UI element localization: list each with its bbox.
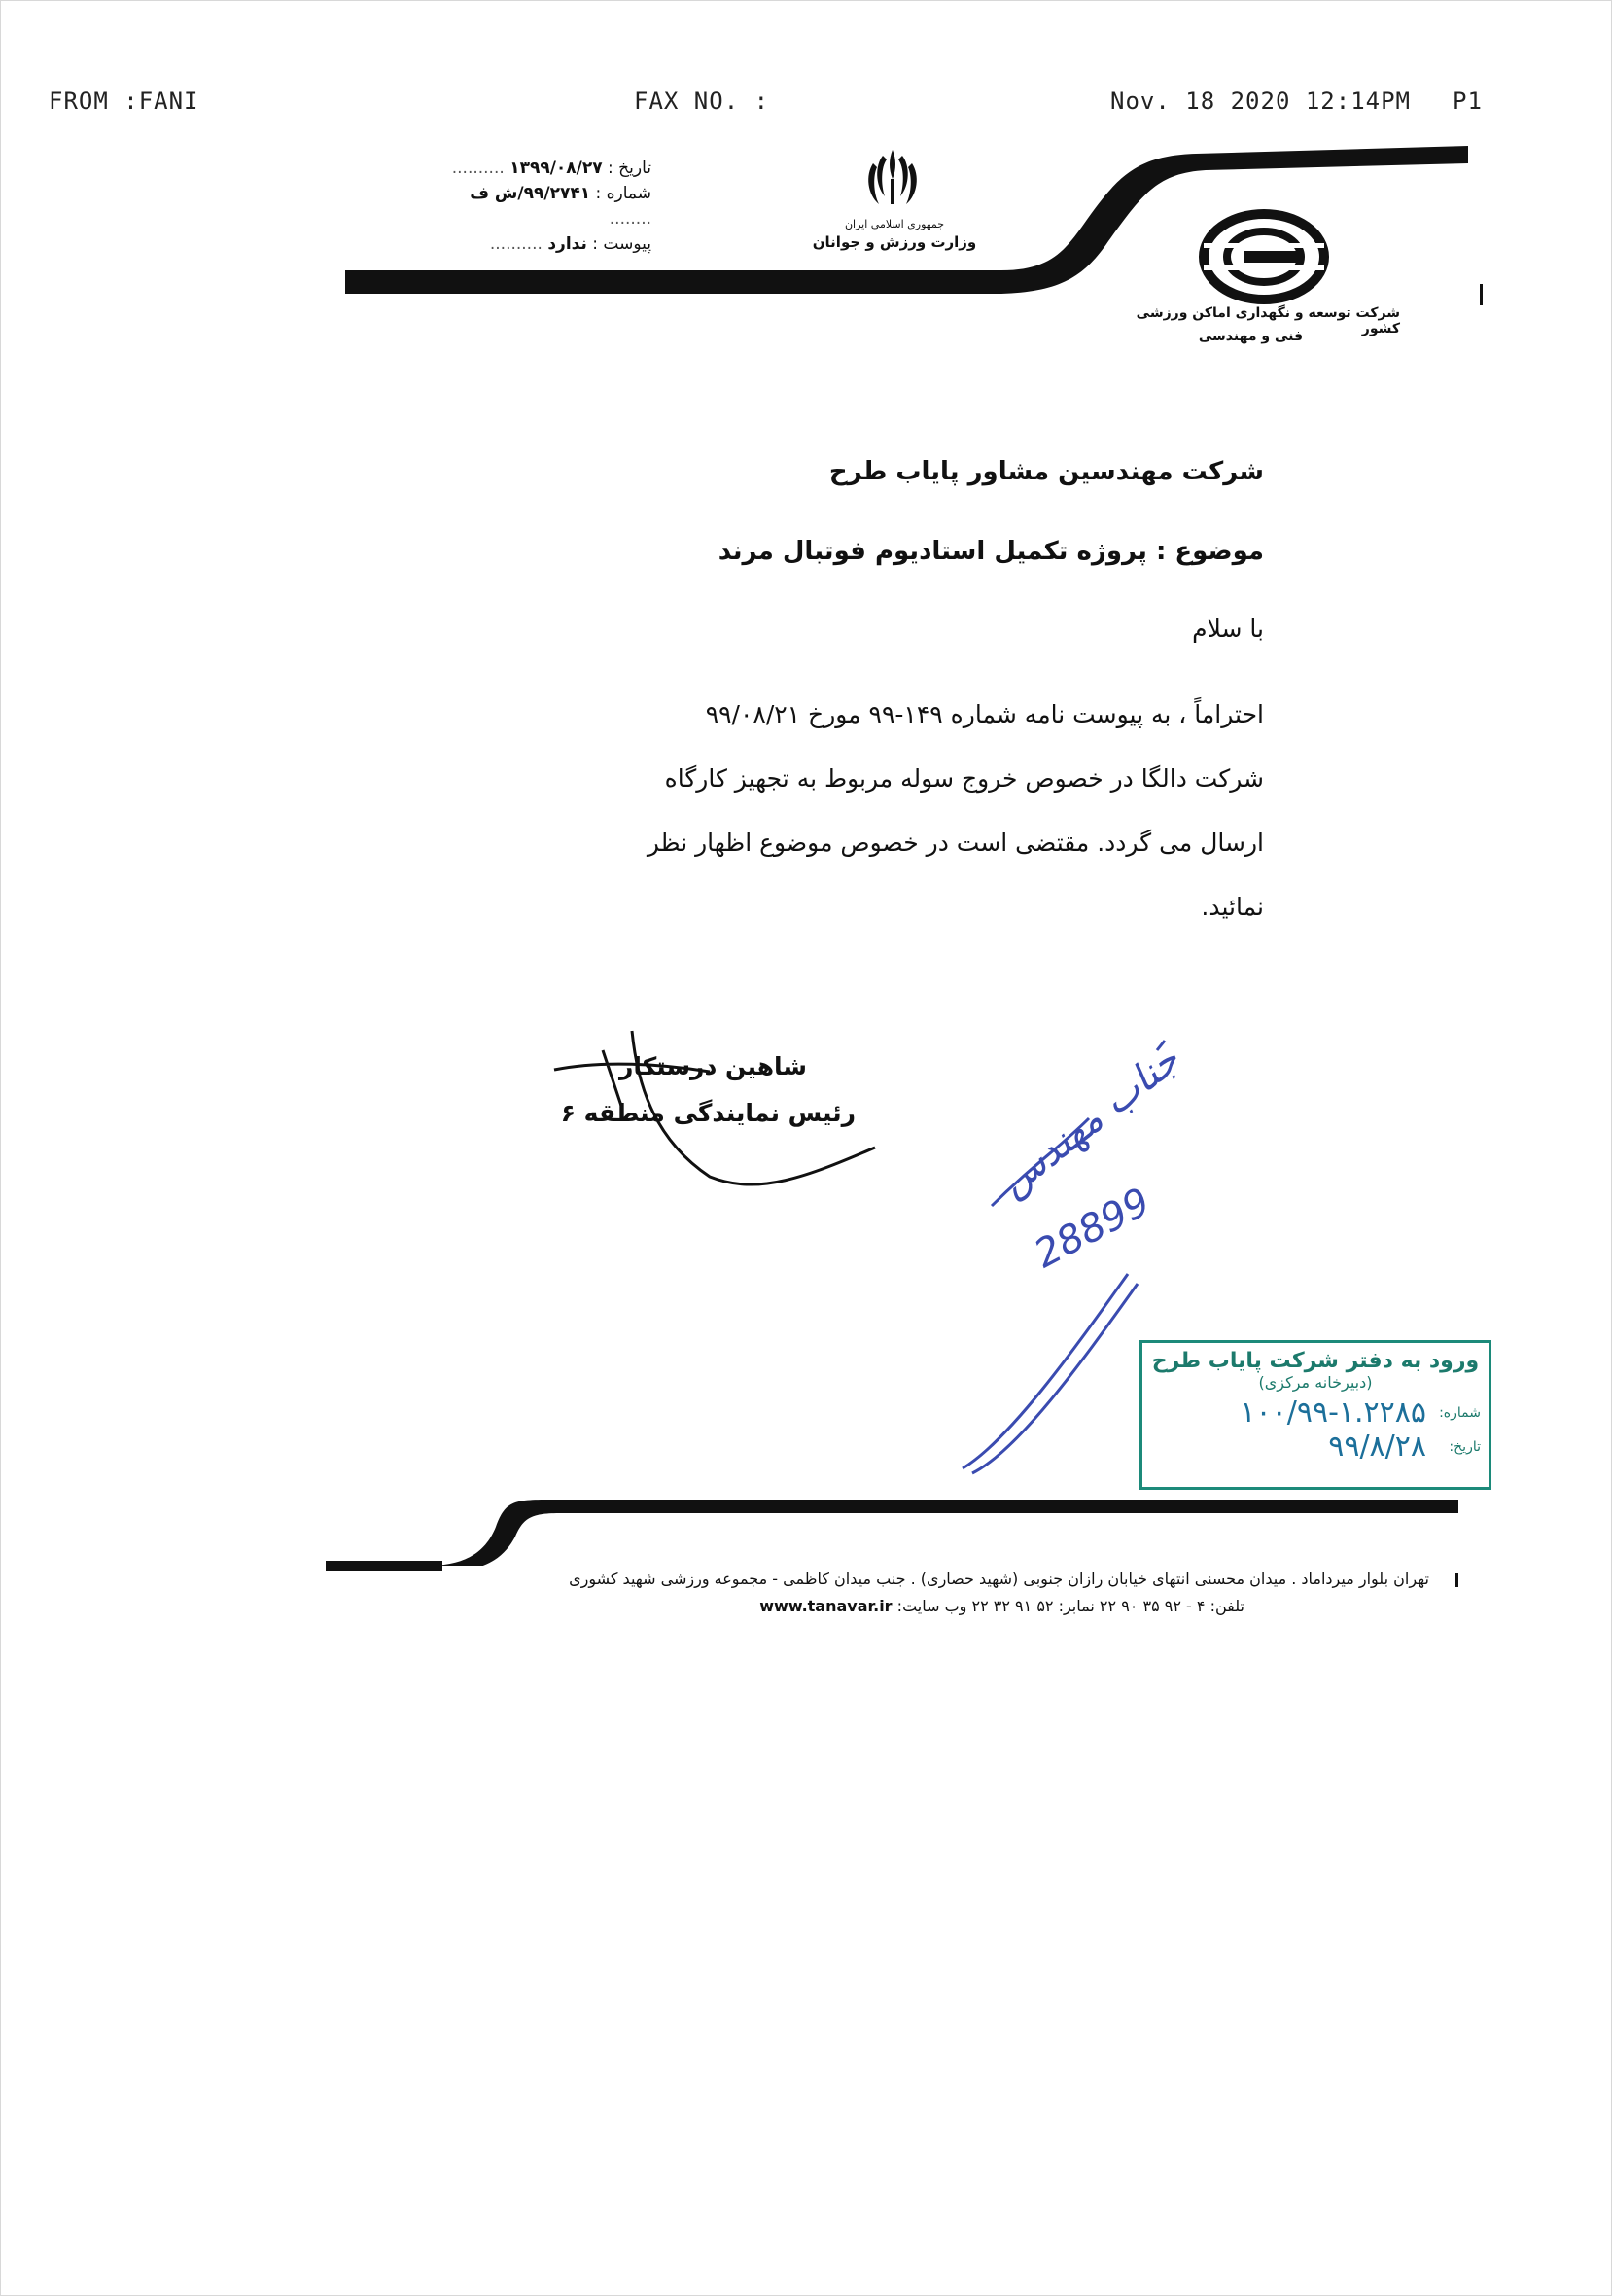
edge-mark: [1480, 284, 1483, 305]
body-line: نمائید.: [1201, 893, 1264, 921]
handwritten-number: 28899: [1027, 1179, 1158, 1278]
number-value: ۹۹/۲۷۴۱/ش ف: [470, 184, 591, 203]
body-line: احتراماً ، به پیوست نامه شماره ۱۴۹-۹۹ مورخ ۹۹/۰۸/۲۱: [705, 700, 1264, 728]
signer-name: شاهین درستکار: [618, 1052, 807, 1080]
stamp-date-label: تاریخ:: [1449, 1438, 1481, 1455]
fax-from: FROM :FANI: [49, 88, 199, 115]
company-logo-icon: [1196, 208, 1332, 305]
footer-website[interactable]: www.tanavar.ir: [759, 1597, 893, 1615]
stamp-number-row: [1142, 1395, 1489, 1430]
footer-address: تهران بلوار میرداماد . میدان محسنی انتهای خیابان رازان جنوبی (شهید حصاری) . جنب میدان کاظمی - مجموعه ورزشی شهید کشوری: [569, 1570, 1429, 1588]
registration-stamp: [1139, 1340, 1491, 1490]
stamp-date-row: [1142, 1430, 1489, 1464]
fax-timestamp: Nov. 18 2020 12:14PM: [1110, 88, 1411, 115]
signer-title: رئیس نمایندگی منطقه ۶: [560, 1099, 856, 1127]
attachment-label: پیوست: [603, 234, 651, 254]
footer-contact-text: تلفن: ۴ - ۹۲ ۳۵ ۹۰ ۲۲ نمابر: ۵۲ ۹۱ ۳۲ ۲۲ وب سایت:: [896, 1597, 1244, 1615]
fax-page: P1: [1453, 88, 1483, 115]
ministry-country: جمهوری اسلامی ایران: [844, 218, 945, 230]
footer-bar: [326, 1561, 442, 1571]
signature-scribble: [544, 1021, 894, 1196]
greeting: با سلام: [1192, 615, 1264, 643]
subject: موضوع : پروژه تکمیل استادیوم فوتبال مرند: [718, 537, 1264, 566]
stamp-number-label: شماره:: [1439, 1404, 1481, 1421]
footer-contact: [642, 1597, 1244, 1615]
date-label: تاریخ: [618, 159, 651, 178]
number-row: شماره : ۹۹/۲۷۴۱/ش ف ........: [470, 184, 651, 229]
fax-number: FAX NO. :: [634, 88, 770, 115]
attachment-value: ندارد: [547, 234, 587, 254]
stamp-subtitle: (دبیرخانه مرکزی): [1258, 1373, 1373, 1392]
handwritten-word: جناب مهندس: [991, 1037, 1188, 1206]
company-department: فنی و مهندسی: [1198, 329, 1303, 344]
company-name: شرکت توسعه و نگهداری اماکن ورزشی کشور: [1136, 305, 1400, 336]
footer-swoosh: [0, 1488, 1612, 1566]
body-line: ارسال می گردد. مقتضی است در خصوص موضوع اظهار نظر: [647, 829, 1264, 857]
attachment-row: پیوست : ندارد ..........: [489, 234, 651, 254]
stamp-date-value: ۹۹/۸/۲۸: [1328, 1430, 1426, 1464]
stamp-title: ورود به دفتر شرکت پایاب طرح: [1151, 1349, 1480, 1373]
stamp-number-value: ۱۰۰/۹۹-۱.۲۲۸۵: [1240, 1395, 1426, 1430]
letterhead-swoosh: [0, 0, 1612, 321]
date-row: تاریخ : ۱۳۹۹/۰۸/۲۷ ..........: [451, 159, 651, 178]
date-value: ۱۳۹۹/۰۸/۲۷: [509, 159, 603, 178]
number-label: شماره: [606, 184, 651, 203]
iran-emblem-icon: [863, 146, 922, 214]
body-line: شرکت دالگا در خصوص خروج سوله مربوط به تجهیز کارگاه: [664, 764, 1264, 793]
recipient: شرکت مهندسین مشاور پایاب طرح: [828, 457, 1264, 486]
footer-mark: [1455, 1573, 1458, 1587]
ministry-name: وزارت ورزش و جوانان: [812, 233, 977, 251]
letter-body: [544, 683, 1264, 939]
letter-meta: [428, 156, 651, 257]
